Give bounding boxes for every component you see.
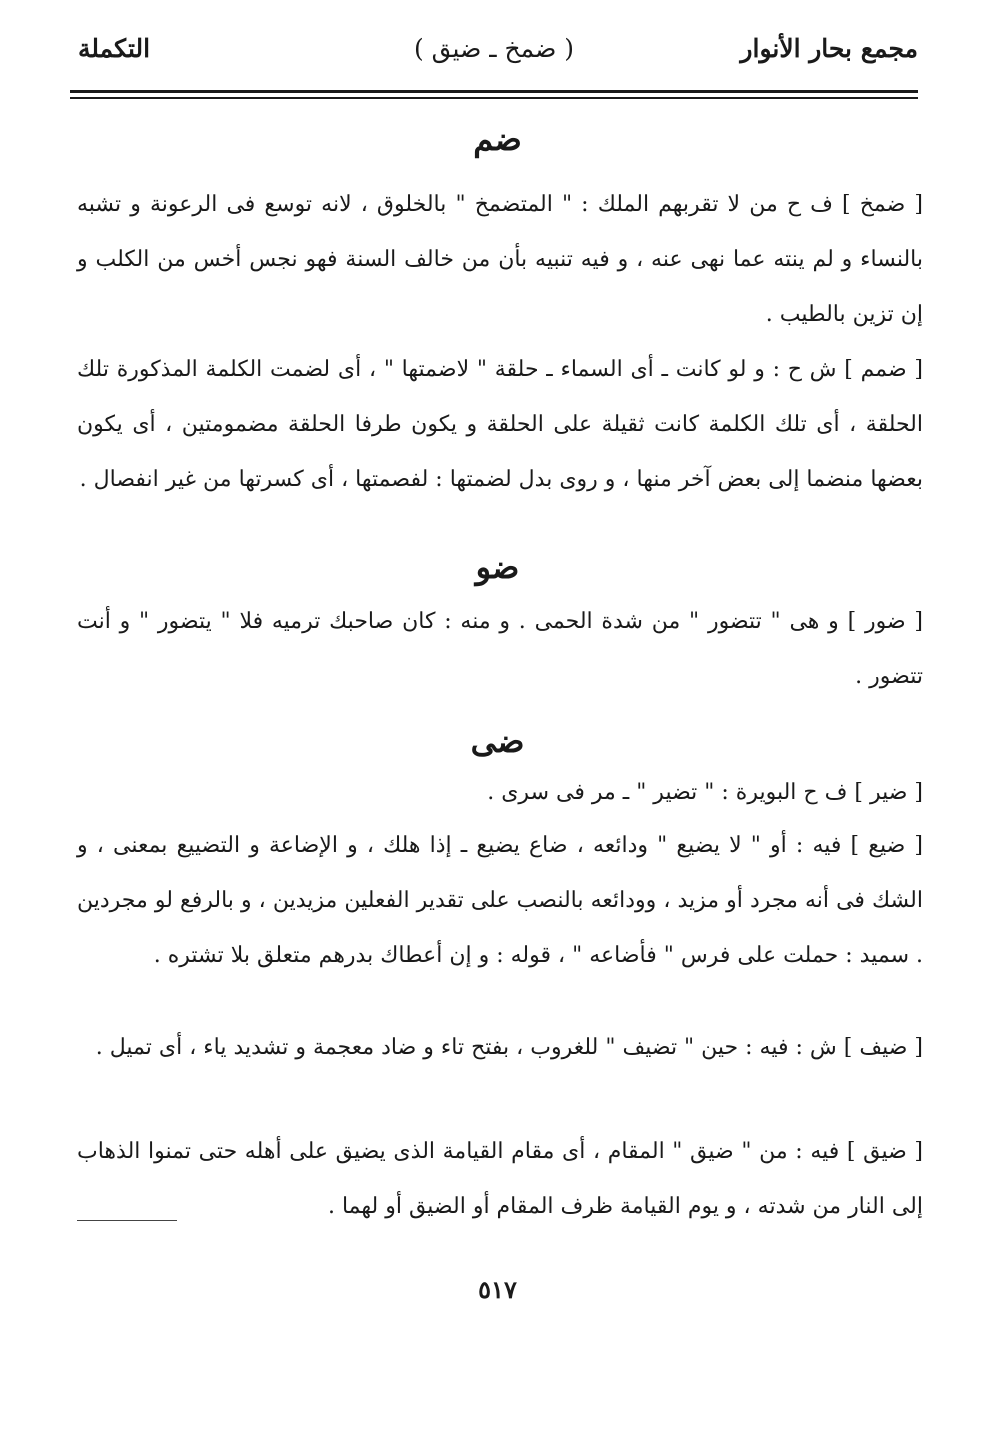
entry-dawar: [ ضور ] و هى " تتضور " من شدة الحمى . و منه : كان صاحبك ترميه فلا " يتضور " و أنت تتضور . (77, 609, 923, 689)
entry-daya: [ ضيع ] فيه : أو " لا يضيع " ودائعه ، ضاع يضيع ـ إذا هلك ، و الإضاعة و التضييع بمعنى ، و الشك فى أنه مجرد أو مزيد ، وودائعه بالنصب على تقدير الفعلين مزيدين ، و بالرفع لو مجردين . سميد : حملت على فرس " فأضاعه " ، قوله : و إن أعطاك بدرهم متعلق بلا تشتره . (77, 833, 923, 968)
entry-damakh: [ ضمخ ] ف ح من لا تقربهم الملك : " المتضمخ " بالخلوق ، لانه توسع فى الرعونة و تشبه بالنساء و لم ينته عما نهى عنه ، و فيه تنبيه بأن من خالف السنة فهو نجس أخس من الكلب و إن تزين بالطيب . (77, 192, 924, 327)
section-heading-daw: ضو (475, 548, 520, 586)
running-header (70, 34, 918, 84)
section-label: التكملة (78, 34, 151, 63)
book-title: مجمع بحار الأنوار (740, 34, 918, 63)
entry-dayr: [ ضير ] ف ح البويرة : " تضير " ـ مر فى سرى . (487, 780, 923, 805)
page-number: ٥١٧ (478, 1275, 517, 1304)
entry-dayf: [ ضيف ] ش : فيه : حين " تضيف " للغروب ، بفتح تاء و ضاد معجمة و تشديد ياء ، أى تميل . (95, 1035, 923, 1060)
entry-range: ( ضمخ ـ ضيق ) (413, 34, 575, 63)
header-rule-thick (70, 90, 918, 93)
section-heading-day: ضى (470, 722, 525, 760)
entry-dayq: [ ضيق ] فيه : من " ضيق " المقام ، أى مقام القيامة الذى يضيق على أهله حتى تمنوا الذهاب إلى النار من شدته ، و يوم القيامة ظرف المقام أو الضيق أو لهما . (77, 1139, 923, 1219)
footnote-rule (77, 1220, 177, 1221)
entry-damam: [ ضمم ] ش ح : و لو كانت ـ أى السماء ـ حلقة " لاضمتها " ، أى لضمت الكلمة المذكورة تلك الحلقة ، أى تلك الكلمة كانت ثقيلة على الحلقة و يكون طرفا الحلقة مضمومتين ، أى يكون بعضها منضما إلى بعض آخر منها ، و روى بدل لضمتها : لفصمتها ، أى كسرتها من غير انفصال . (77, 357, 923, 492)
section-heading-dam: ضم (473, 120, 522, 158)
header-rule-thin (70, 97, 918, 99)
